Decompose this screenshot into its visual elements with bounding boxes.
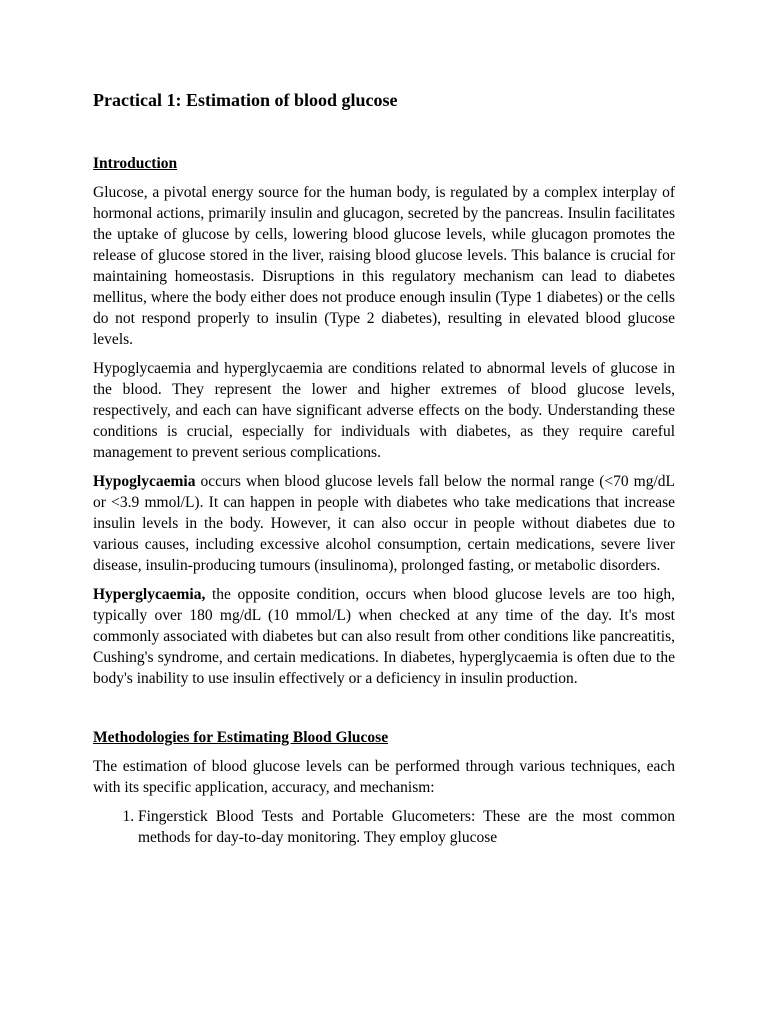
hyperglycaemia-paragraph: [93, 584, 675, 689]
hypoglycaemia-paragraph: [93, 471, 675, 576]
methodologies-list: [93, 806, 675, 848]
hypoglycaemia-text: occurs when blood glucose levels fall below the normal range (<70 mg/dL or <3.9 mmol/L). It can happen in people with diabetes who take medications that increase insulin levels in the body. However, it can also occur in people without diabetes due to various causes, including excessive alcohol consumption, certain medications, severe liver disease, insulin-producing tumours (insulinoma), prolonged fasting, or metabolic disorders.: [93, 473, 675, 574]
introduction-paragraph-1: Glucose, a pivotal energy source for the human body, is regulated by a complex interplay of hormonal actions, primarily insulin and glucagon, secreted by the pancreas. Insulin facilitates the uptake of glucose by cells, lowering blood glucose levels, while glucagon promotes the release of glucose stored in the liver, raising blood glucose levels. This balance is crucial for maintaining homeostasis. Disruptions in this regulatory mechanism can lead to diabetes mellitus, where the body either does not produce enough insulin (Type 1 diabetes) or the cells do not respond properly to insulin (Type 2 diabetes), resulting in elevated blood glucose levels.: [93, 184, 675, 348]
list-item: 1. Fingerstick Blood Tests and Portable Glucometers: These are the most common methods for day-to-day monitoring. They employ glucose: [138, 806, 675, 848]
hypoglycaemia-term: Hypoglycaemia: [93, 473, 196, 490]
document-title: Practical 1: Estimation of blood glucose: [93, 90, 398, 110]
hyperglycaemia-term: Hyperglycaemia,: [93, 586, 206, 603]
methodologies-heading: Methodologies for Estimating Blood Glucose: [93, 729, 389, 746]
document-page: [93, 88, 675, 848]
hyperglycaemia-text: the opposite condition, occurs when blood glucose levels are too high, typically over 180 mg/dL (10 mmol/L) when checked at any time of the day. It's most commonly associated with diabetes but can also result from other conditions like pancreatitis, Cushing's syndrome, and certain medications. In diabetes, hyperglycaemia is often due to the body's inability to use insulin effectively or a deficiency in insulin production.: [93, 586, 675, 687]
introduction-heading: Introduction: [93, 155, 178, 172]
introduction-paragraph-2: Hypoglycaemia and hyperglycaemia are conditions related to abnormal levels of glucose in the blood. They represent the lower and higher extremes of blood glucose levels, respectively, and each can have significant adverse effects on the body. Understanding these conditions is crucial, especially for individuals with diabetes, as they require careful management to prevent serious complications.: [93, 360, 675, 461]
methodologies-intro: The estimation of blood glucose levels can be performed through various techniques, each with its specific application, accuracy, and mechanism:: [93, 758, 675, 796]
